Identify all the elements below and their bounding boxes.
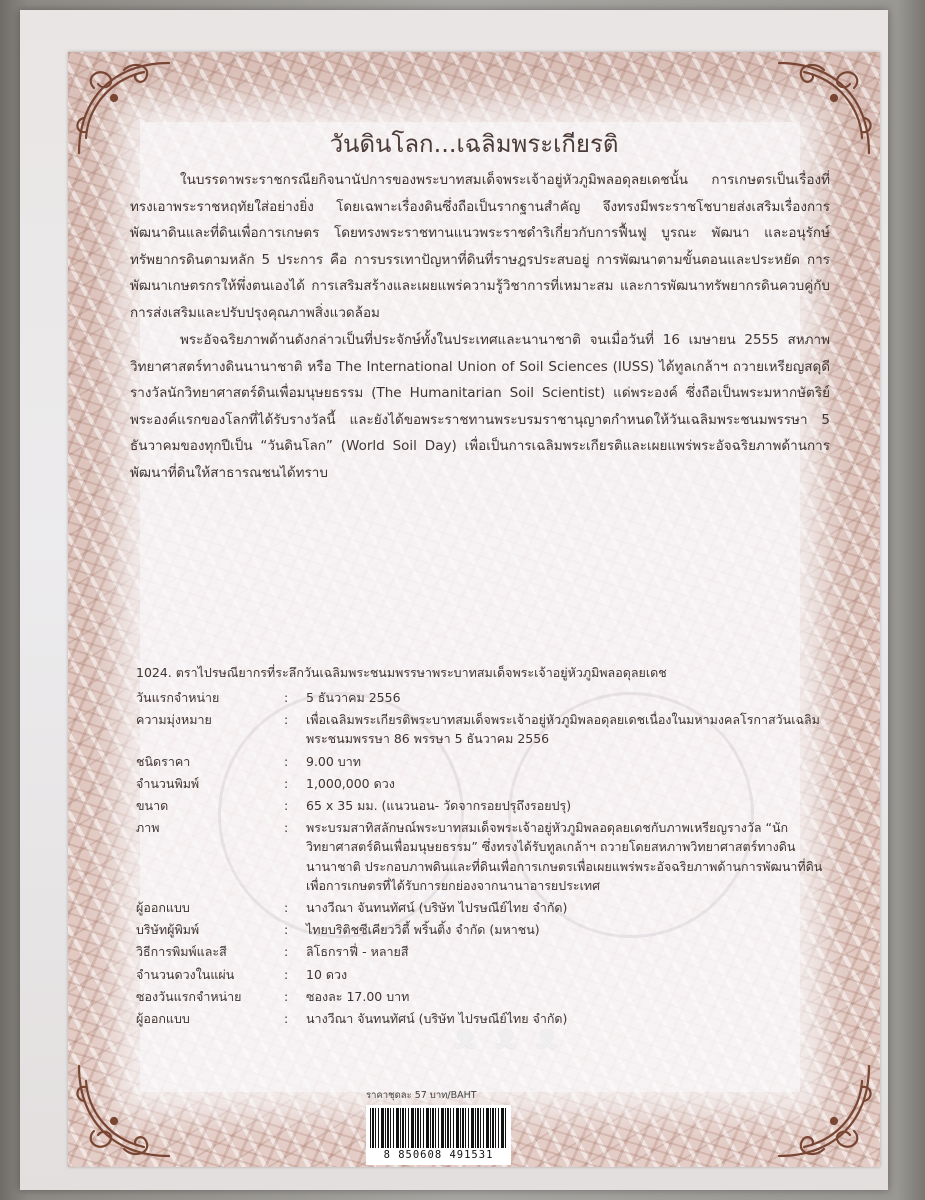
detail-colon: : (284, 988, 289, 1004)
detail-label: วิธีการพิมพ์และสี (136, 944, 227, 960)
souvenir-card (68, 52, 880, 1167)
stamp-details (136, 662, 836, 1031)
detail-value: 9.00 บาท (306, 753, 361, 769)
detail-row (136, 752, 836, 771)
detail-row (136, 710, 836, 748)
detail-value: พระบรมสาทิสลักษณ์พระบาทสมเด็จพระเจ้าอยู่หัวภูมิพลอดุลยเดชกับภาพเหรียญรางวัล “นักวิทยาศาสตร์ดินเพื่อมนุษยธรรม” ซึ่งทรงได้รับทูลเกล้าฯ ถวายโดยสหภาพวิทยาศาสตร์ทางดินนานาชาติ ประกอบภาพดินและที่ดินเพื่อการเกษตรเพื่อเผยแพร่พระอัจฉริยภาพด้านการพัฒนาที่ดินเพื่อการเกษตรที่ได้รับการยกย่องจากนานาอารยประเทศ (306, 820, 823, 893)
page-title: วันดินโลก...เฉลิมพระเกียรติ (329, 130, 619, 158)
barcode-icon (366, 1105, 511, 1165)
paragraph: พระอัจฉริยภาพด้านดังกล่าวเป็นที่ประจักษ์ทั้งในประเทศและนานาชาติ จนเมื่อวันที่ 16 เมษายน 2555 สหภาพวิทยาศาสตร์ทางดินนานาชาติ หรือ The International Union of Soil Sciences (IUSS) ได้ทูลเกล้าฯ ถวายเหรียญสดุดีรางวัลนักวิทยาศาสตร์ดินเพื่อมนุษยธรรม (The Humanitarian Soil Scientist) แด่พระองค์ ซึ่งถือเป็นพระมหากษัตริย์พระองค์แรกของโลกที่ได้รับรางวัลนี้ และยังได้ขอพระราชทานพระบรมราชานุญาตกำหนดให้วันเฉลิมพระชนมพรรษา 5 ธันวาคมของทุกปีเป็น “วันดินโลก” (World Soil Day) เพื่อเป็นการเฉลิมพระเกียรติและเผยแพร่พระอัจฉริยภาพด้านการพัฒนาที่ดินให้สาธารณชนได้ทราบ (130, 332, 830, 481)
detail-value: 10 ดวง (306, 966, 348, 982)
detail-label: จำนวนพิมพ์ (136, 775, 200, 791)
paragraph: ในบรรดาพระราชกรณียกิจนานัปการของพระบาทสมเด็จพระเจ้าอยู่หัวภูมิพลอดุลยเดชนั้น การเกษตรเป็นเรื่องที่ทรงเอาพระราชหฤทัยใส่อย่างยิ่ง โดยเฉพาะเรื่องดินซึ่งถือเป็นรากฐานสำคัญ จึงทรงมีพระราชโชบายส่งเสริมเรื่องการพัฒนาดินและที่ดินเพื่อการเกษตร โดยทรงพระราชทานแนวพระราชดำริเกี่ยวกับการฟื้นฟู บูรณะ พัฒนา และอนุรักษ์ทรัพยากรดินตามหลัก 5 ประการ คือ การบรรเทาปัญหาที่ดินที่ราษฎรประสบอยู่ การพัฒนาตามขั้นตอนและประหยัด การพัฒนาเกษตรกรให้พึ่งตนเองได้ การเสริมสร้างและเผยแพร่ความรู้วิชาการที่เหมาะสม และการพัฒนาทรัพยากรดินควบคู่กับการส่งเสริมและปรับปรุงคุณภาพสิ่งแวดล้อม (130, 172, 830, 321)
barcode-number: 8 850608 491531 (383, 1149, 494, 1161)
article-body (130, 167, 830, 486)
detail-value: ไทยบริติชซีเคียววิตี้ พริ้นติ้ง จำกัด (มหาชน) (306, 922, 540, 938)
detail-row (136, 898, 836, 917)
detail-label: วันแรกจำหน่าย (136, 690, 220, 705)
detail-value: ลิโธกราฟี่ - หลายสี (306, 944, 409, 960)
detail-row (136, 688, 836, 707)
detail-colon: : (284, 798, 289, 814)
detail-value: 5 ธันวาคม 2556 (306, 690, 401, 705)
detail-colon: : (284, 966, 289, 982)
detail-row (136, 920, 836, 939)
detail-row (136, 818, 836, 895)
detail-colon: : (284, 712, 289, 728)
detail-colon: : (284, 820, 289, 836)
detail-value: นางวีณา จันทนทัศน์ (บริษัท ไปรษณีย์ไทย จำกัด) (306, 1011, 568, 1027)
detail-label: จำนวนดวงในแผ่น (136, 966, 235, 982)
detail-colon: : (284, 922, 289, 938)
detail-row (136, 796, 836, 815)
price-label: ราคาชุดละ 57 บาท/BAHT (366, 1090, 477, 1101)
detail-value: นางวีณา จันทนทัศน์ (บริษัท ไปรษณีย์ไทย จำกัด) (306, 900, 568, 916)
detail-label: ความมุ่งหมาย (136, 712, 212, 728)
detail-label: ชนิดราคา (136, 753, 191, 769)
detail-label: ภาพ (136, 820, 160, 836)
detail-label: ขนาด (136, 798, 169, 814)
corner-flourish-icon (774, 1061, 874, 1161)
detail-row (136, 1009, 836, 1028)
detail-colon: : (284, 753, 289, 769)
corner-flourish-icon (74, 1061, 174, 1161)
detail-label: ผู้ออกแบบ (136, 1011, 190, 1027)
plastic-sleeve (20, 10, 888, 1190)
detail-colon: : (284, 944, 289, 960)
detail-colon: : (284, 1011, 289, 1027)
detail-row (136, 965, 836, 984)
detail-row (136, 942, 836, 961)
detail-colon: : (284, 690, 289, 705)
detail-row (136, 774, 836, 793)
detail-label: บริษัทผู้พิมพ์ (136, 922, 200, 938)
barcode-bars (370, 1108, 507, 1148)
detail-value: 65 x 35 มม. (แนวนอน- วัดจากรอยปรุถึงรอยปรุ) (306, 798, 572, 814)
detail-value: ซองละ 17.00 บาท (306, 988, 410, 1004)
detail-label: ซองวันแรกจำหน่าย (136, 988, 242, 1004)
embossed-text: ᴥ ᴥ ᴥ (454, 1017, 562, 1057)
detail-row (136, 987, 836, 1006)
detail-value: 1,000,000 ดวง (306, 775, 395, 791)
detail-colon: : (284, 900, 289, 916)
details-heading: 1024. ตราไปรษณียากรที่ระลึกวันเฉลิมพระชนมพรรษาพระบาทสมเด็จพระเจ้าอยู่หัวภูมิพลอดุลยเดช (136, 665, 667, 680)
detail-value: เพื่อเฉลิมพระเกียรติพระบาทสมเด็จพระเจ้าอยู่หัวภูมิพลอดุลยเดชเนื่องในมหามงคลโรกาสวันเฉลิมพระชนมพรรษา 86 พรรษา 5 ธันวาคม 2556 (306, 712, 820, 747)
detail-label: ผู้ออกแบบ (136, 900, 190, 916)
detail-colon: : (284, 775, 289, 791)
